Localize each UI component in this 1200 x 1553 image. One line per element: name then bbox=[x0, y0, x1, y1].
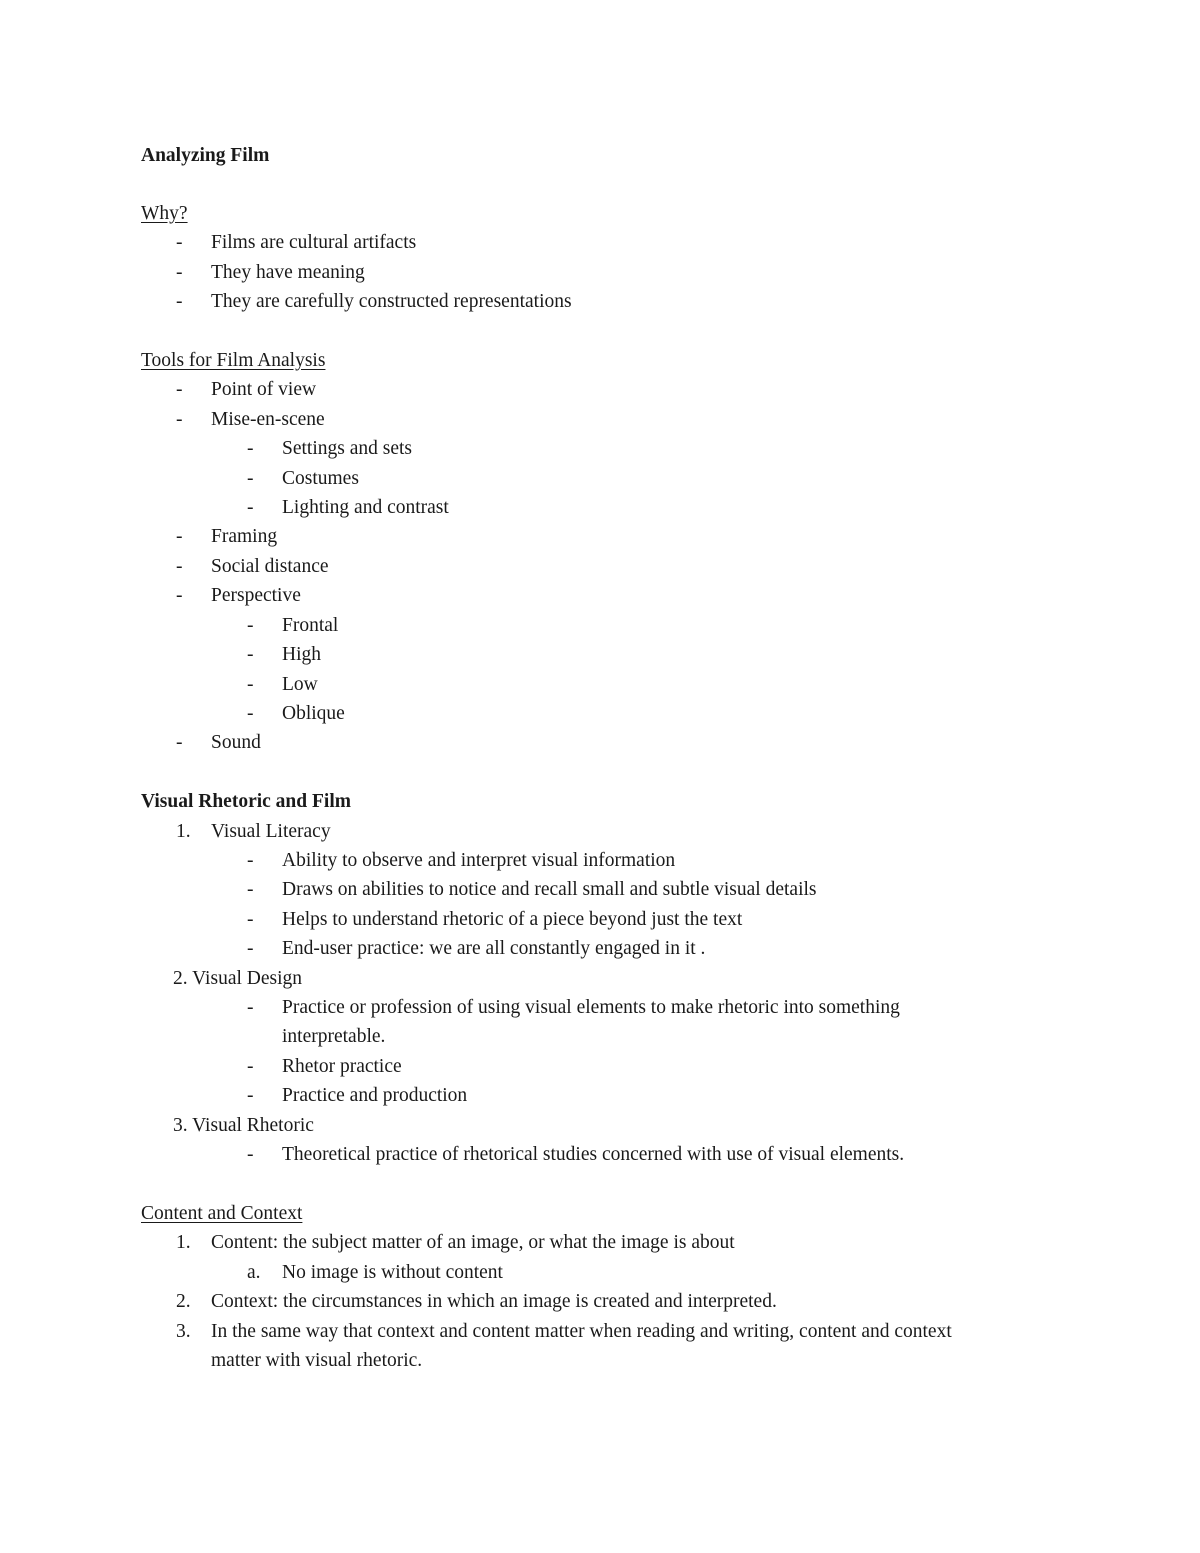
list-bullet: - bbox=[176, 526, 183, 547]
list-item: Films are cultural artifacts bbox=[211, 232, 417, 253]
list-item: Practice and production bbox=[282, 1085, 468, 1106]
list-item: Practice or profession of using visual elements to make rhetoric into something bbox=[282, 997, 900, 1018]
list-item: 3. Visual Rhetoric bbox=[173, 1115, 314, 1136]
list-bullet: - bbox=[247, 644, 254, 665]
list-item: Content: the subject matter of an image, or what the image is about bbox=[211, 1232, 735, 1253]
list-item: Visual Literacy bbox=[211, 821, 331, 842]
list-item: 2. Visual Design bbox=[173, 968, 303, 989]
list-item: Point of view bbox=[211, 379, 317, 400]
list-item-continuation: matter with visual rhetoric. bbox=[211, 1350, 423, 1371]
list-bullet: - bbox=[247, 879, 254, 900]
list-bullet: - bbox=[176, 232, 183, 253]
list-bullet: - bbox=[247, 1056, 254, 1077]
list-item: Social distance bbox=[211, 556, 329, 577]
list-bullet: - bbox=[247, 997, 254, 1018]
list-number: 1. bbox=[176, 1232, 191, 1253]
list-bullet: - bbox=[176, 291, 183, 312]
list-item: No image is without content bbox=[282, 1262, 503, 1283]
list-bullet: - bbox=[176, 585, 183, 606]
list-bullet: - bbox=[176, 262, 183, 283]
list-item: Ability to observe and interpret visual information bbox=[282, 850, 676, 871]
list-item: Helps to understand rhetoric of a piece beyond just the text bbox=[282, 909, 743, 930]
list-bullet: - bbox=[247, 497, 254, 518]
section-heading-visual: Visual Rhetoric and Film bbox=[141, 791, 351, 812]
list-item-continuation: interpretable. bbox=[282, 1026, 386, 1047]
list-item: They are carefully constructed representations bbox=[211, 291, 572, 312]
list-bullet: - bbox=[176, 379, 183, 400]
list-bullet: - bbox=[176, 556, 183, 577]
list-bullet: - bbox=[247, 938, 254, 959]
list-item: High bbox=[282, 644, 321, 665]
list-number: 2. bbox=[176, 1291, 191, 1312]
list-item: Settings and sets bbox=[282, 438, 412, 459]
section-heading-tools: Tools for Film Analysis bbox=[141, 350, 326, 371]
list-item: Lighting and contrast bbox=[282, 497, 449, 518]
list-item: They have meaning bbox=[211, 262, 365, 283]
list-bullet: - bbox=[247, 909, 254, 930]
list-bullet: - bbox=[176, 409, 183, 430]
list-item: Context: the circumstances in which an image is created and interpreted. bbox=[211, 1291, 777, 1312]
list-item: Framing bbox=[211, 526, 278, 547]
section-heading-why: Why? bbox=[141, 203, 188, 224]
list-item: Perspective bbox=[211, 585, 301, 606]
section-heading-content: Content and Context bbox=[141, 1203, 303, 1224]
list-bullet: - bbox=[247, 468, 254, 489]
list-bullet: - bbox=[247, 674, 254, 695]
list-bullet: - bbox=[247, 1085, 254, 1106]
page-title: Analyzing Film bbox=[141, 145, 270, 166]
list-bullet: - bbox=[247, 703, 254, 724]
list-item: Oblique bbox=[282, 703, 345, 724]
list-item: Draws on abilities to notice and recall small and subtle visual details bbox=[282, 879, 817, 900]
list-letter: a. bbox=[247, 1262, 261, 1283]
list-item: In the same way that context and content matter when reading and writing, content and context bbox=[211, 1321, 952, 1342]
list-bullet: - bbox=[247, 615, 254, 636]
list-item: Theoretical practice of rhetorical studies concerned with use of visual elements. bbox=[282, 1144, 905, 1165]
list-bullet: - bbox=[176, 732, 183, 753]
list-number: 3. bbox=[176, 1321, 191, 1342]
list-number: 1. bbox=[176, 821, 191, 842]
list-item: Low bbox=[282, 674, 318, 695]
list-bullet: - bbox=[247, 1144, 254, 1165]
list-item: End-user practice: we are all constantly engaged in it . bbox=[282, 938, 706, 959]
list-bullet: - bbox=[247, 850, 254, 871]
list-bullet: - bbox=[247, 438, 254, 459]
list-item: Sound bbox=[211, 732, 261, 753]
list-item: Frontal bbox=[282, 615, 339, 636]
list-item: Costumes bbox=[282, 468, 359, 489]
list-item: Mise-en-scene bbox=[211, 409, 325, 430]
list-item: Rhetor practice bbox=[282, 1056, 402, 1077]
